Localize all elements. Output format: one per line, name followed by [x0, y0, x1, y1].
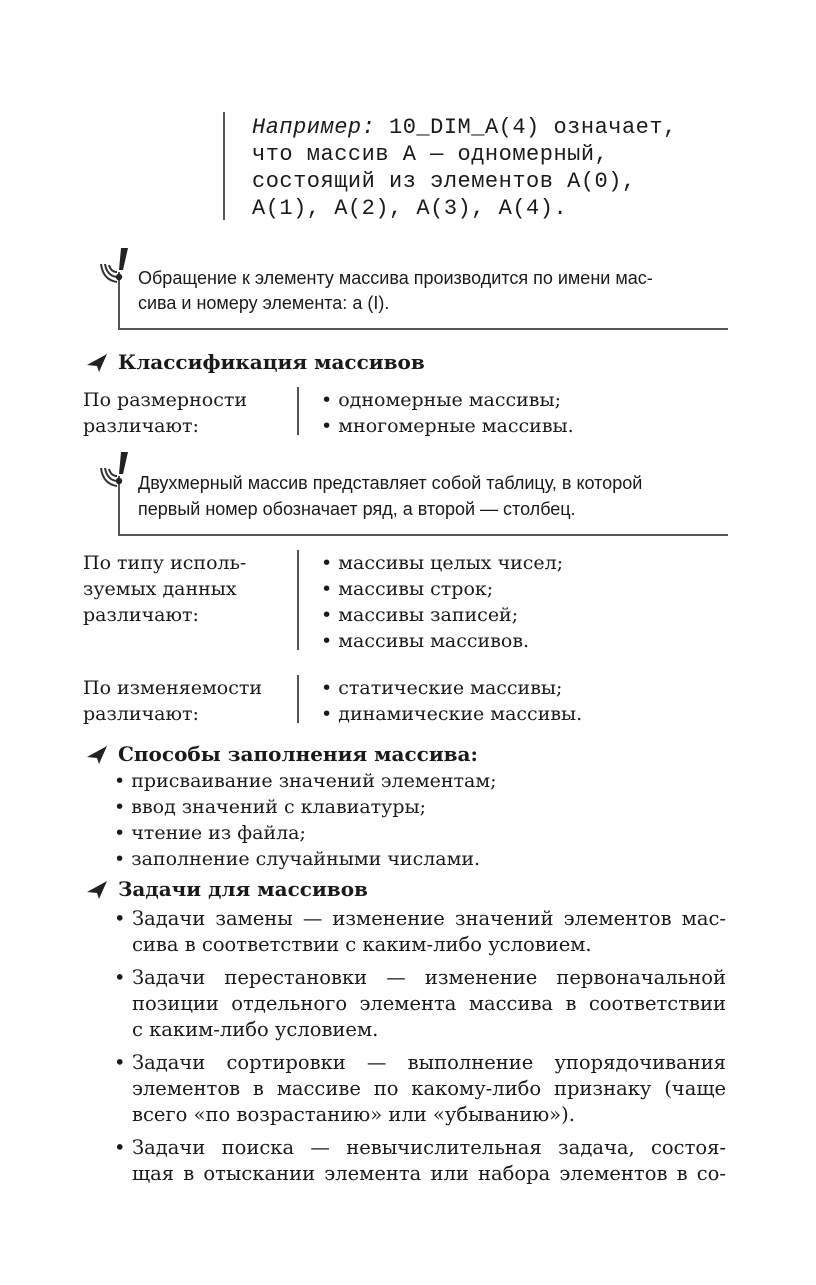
task-sorting: [114, 1050, 726, 1128]
list-item: • одномерные массивы;: [321, 389, 562, 411]
classification-items: [321, 387, 574, 439]
example-line-1-text: 10_DIM_A(4) означает,: [375, 115, 677, 140]
task-line: позиции отдельного элемента массива в соответствии: [132, 992, 726, 1015]
example-line-4: A(1), A(2), A(3), A(4).: [252, 196, 568, 221]
classification-label: [83, 387, 247, 439]
classification-label: [83, 550, 246, 628]
filling-list: [114, 768, 497, 872]
tasks-list: [114, 906, 726, 1220]
task-line: всего «по возрастанию» или «убыванию»).: [132, 1103, 575, 1126]
classification-items: [321, 550, 563, 654]
classification-items: [321, 675, 582, 727]
note-line-1: Обращение к элементу массива производится по имени мас-: [138, 268, 653, 288]
list-item: • чтение из файла;: [114, 822, 306, 844]
example-line-1: [252, 114, 677, 141]
divider: [297, 387, 299, 435]
task-line: с каким-либо условием.: [132, 1018, 379, 1041]
list-item: • массивы массивов.: [321, 630, 530, 652]
task-permutation: [114, 965, 726, 1043]
page-crop-edge: [0, 1185, 816, 1285]
note-line-2: первый номер обозначает ряд, а второй — столбец.: [138, 499, 576, 519]
list-item: • массивы записей;: [321, 604, 519, 626]
task-line: • Задачи сортировки — выполнение упорядочивания: [132, 1051, 726, 1074]
task-line: щая в отыскании элемента или набора элементов в со-: [132, 1162, 726, 1185]
heading-title: Классификация массивов: [118, 350, 425, 374]
exclamation-note-icon: [95, 246, 141, 290]
list-item: • массивы целых чисел;: [321, 552, 564, 574]
label-line: различают:: [83, 604, 199, 626]
list-item: • ввод значений с клавиатуры;: [114, 796, 427, 818]
heading-title: Способы заполнения массива:: [118, 742, 478, 766]
classification-by-dimension: [83, 387, 723, 443]
list-item: • массивы строк;: [321, 578, 494, 600]
section-arrow-icon: [86, 880, 108, 900]
example-line-3: состоящий из элементов A(0),: [252, 169, 636, 194]
label-line: По изменяемости: [83, 677, 263, 699]
note-element-access: [95, 246, 727, 332]
classification-by-mutability: [83, 675, 723, 731]
note-line-2: сива и номеру элемента: а (I).: [138, 293, 390, 313]
exclamation-note-icon: [95, 450, 141, 494]
list-item: • заполнение случайными числами.: [114, 848, 481, 870]
list-item: • присваивание значений элементам;: [114, 770, 497, 792]
example-prefix: Например:: [252, 115, 376, 140]
label-line: зуемых данных: [83, 578, 237, 600]
label-line: По типу исполь-: [83, 552, 247, 574]
label-line: различают:: [83, 415, 199, 437]
section-arrow-icon: [86, 745, 108, 765]
classification-label: [83, 675, 262, 727]
classification-by-data-type: [83, 550, 723, 660]
divider: [297, 550, 299, 650]
note-line-1: Двухмерный массив представляет собой таблицу, в которой: [138, 473, 643, 493]
heading-title: Задачи для массивов: [118, 877, 368, 901]
label-line: По размерности: [83, 389, 248, 411]
divider: [297, 675, 299, 723]
task-line: • Задачи замены — изменение значений элементов мас-: [132, 907, 726, 930]
list-item: • статические массивы;: [321, 677, 563, 699]
note-two-dimensional: [95, 450, 727, 536]
example-code-block: [223, 112, 715, 220]
list-item: • динамические массивы.: [321, 703, 583, 725]
label-line: различают:: [83, 703, 199, 725]
section-arrow-icon: [86, 353, 108, 373]
task-line: сива в соответствии с каким-либо условием.: [132, 933, 592, 956]
example-line-2: что массив A — одномерный,: [252, 142, 609, 167]
task-line: • Задачи перестановки — изменение первоначальной: [132, 966, 726, 989]
task-line: элементов в массиве по какому-либо признаку (чаще: [132, 1077, 726, 1100]
list-item: • многомерные массивы.: [321, 415, 574, 437]
task-line: • Задачи поиска — невычислительная задача, состоя-: [132, 1136, 726, 1159]
task-replacement: [114, 906, 726, 958]
